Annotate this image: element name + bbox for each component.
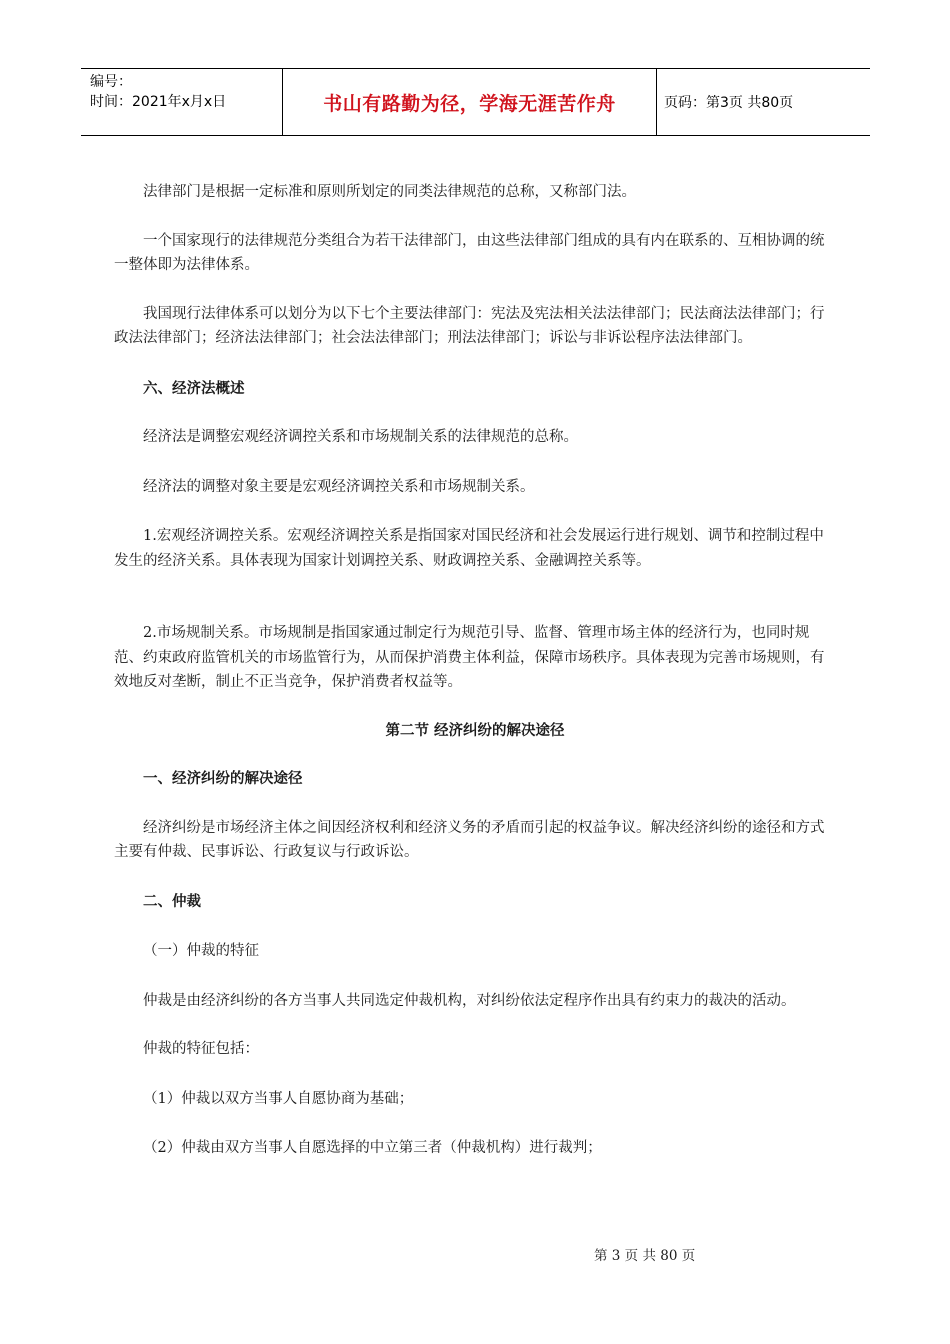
paragraph: 我国现行法律体系可以划分为以下七个主要法律部门：宪法及宪法相关法法律部门；民法商法法律部门；行政法法律部门；经济法法律部门；社会法法律部门；刑法法律部门；诉讼与非诉讼程序法法律部门。 (114, 305, 825, 346)
paragraph: 经济纠纷是市场经济主体之间因经济权利和经济义务的矛盾而引起的权益争议。解决经济纠纷的途径和方式主要有仲裁、民事诉讼、行政复议与行政诉讼。 (114, 819, 825, 860)
header-meta (81, 69, 283, 135)
section-heading: 六、经济法概述 (143, 380, 245, 397)
paragraph: 仲裁是由经济纠纷的各方当事人共同选定仲裁机构，对纠纷依法定程序作出具有约束力的裁决的活动。 (143, 992, 796, 1009)
paragraph: 经济法的调整对象主要是宏观经济调控关系和市场规制关系。 (143, 478, 535, 495)
document-body (114, 180, 836, 1161)
page-footer: 第 3 页 共 80 页 (594, 1248, 696, 1264)
section-heading: 一、经济纠纷的解决途径 (143, 771, 303, 787)
paragraph: 仲裁的特征包括： (143, 1041, 259, 1057)
section-heading: 二、仲裁 (143, 893, 201, 910)
header-page-info: 页码：第3页 共80页 (664, 95, 794, 111)
chapter-section-title: 第二节 经济纠纷的解决途径 (385, 722, 565, 739)
number-label: 编号： (90, 74, 132, 90)
paragraph: 法律部门是根据一定标准和原则所划定的同类法律规范的总称，又称部门法。 (143, 184, 636, 200)
header-motto: 书山有路勤为径，学海无涯苦作舟 (283, 69, 657, 135)
date-label: 时间：2021年x月x日 (90, 94, 227, 110)
sub-heading: （一）仲裁的特征 (143, 943, 259, 959)
paragraph: 1.宏观经济调控关系。宏观经济调控关系是指国家对国民经济和社会发展运行进行规划、调节和控制过程中发生的经济关系。具体表现为国家计划调控关系、财政调控关系、金融调控关系等。 (114, 528, 824, 569)
page-header (81, 68, 870, 136)
paragraph: 经济法是调整宏观经济调控关系和市场规制关系的法律规范的总称。 (143, 429, 578, 445)
list-item: （1）仲裁以双方当事人自愿协商为基础； (143, 1090, 414, 1107)
paragraph: 2.市场规制关系。市场规制是指国家通过制定行为规范引导、监督、管理市场主体的经济行为，也同时规范、约束政府监管机关的市场监管行为，从而保护消费主体利益，保障市场秩序。具体表现为完善市场规则，有效地反对垄断，制止不正当竞争，保护消费者权益等。 (114, 625, 825, 690)
list-item: （2）仲裁由双方当事人自愿选择的中立第三者（仲裁机构）进行裁判； (143, 1140, 602, 1156)
paragraph: 一个国家现行的法律规范分类组合为若干法律部门，由这些法律部门组成的具有内在联系的、互相协调的统一整体即为法律体系。 (114, 232, 825, 273)
